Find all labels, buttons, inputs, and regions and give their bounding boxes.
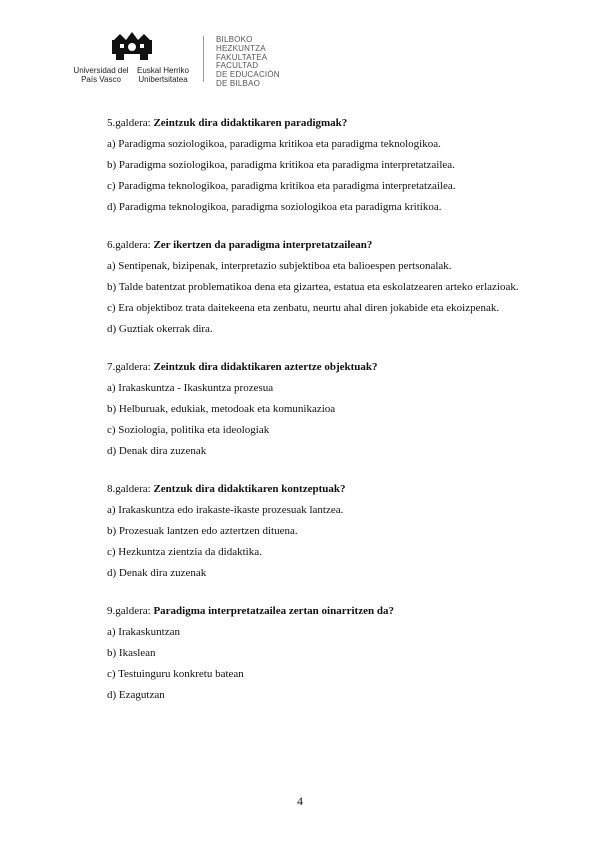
answer-option: d) Guztiak okerrak dira. [107,323,213,335]
question-9 [107,601,527,706]
faculty-line: HEZKUNTZA [216,43,266,53]
answer-option: a) Paradigma soziologikoa, paradigma kritikoa eta paradigma teknologikoa. [107,138,441,150]
faculty-line: DE BILBAO [216,78,261,88]
answer-option: a) Sentipenak, bizipenak, interpretazio subjektiboa eta balioespen pertsonalak. [107,260,452,272]
question-5 [107,113,527,218]
question-number: 8.galdera: [107,483,151,495]
faculty-name [216,36,280,89]
answer-option: b) Ikaslean [107,647,156,659]
question-title [107,479,527,500]
answer-option: c) Hezkuntza zientzia da didaktika. [107,546,262,558]
question-number: 9.galdera: [107,605,151,617]
question-title [107,357,527,378]
answer-option: a) Irakaskuntza - Ikaskuntza prozesua [107,382,274,394]
question-text: Zeintzuk dira didaktikaren aztertze objektuak? [153,361,378,373]
answer-option: c) Era objektiboz trata daitekeena eta zenbatu, neurtu ahal diren jokabide eta ekoizpenak. [107,302,500,314]
answer-option: d) Ezagutzan [107,689,165,701]
answer-option: a) Irakaskuntza edo irakaste-ikaste prozesuak lantzea. [107,504,344,516]
question-number: 5.galdera: [107,117,151,129]
question-number: 6.galdera: [107,239,151,251]
question-title [107,601,527,622]
question-title [107,113,527,134]
question-text: Zentzuk dira didaktikaren kontzeptuak? [153,483,346,495]
question-6 [107,235,527,340]
answer-option: b) Helburuak, edukiak, metodoak eta komunikazioa [107,403,336,415]
question-7 [107,357,527,462]
question-text: Zer ikertzen da paradigma interpretatzailean? [153,239,373,251]
faculty-line: FACULTAD [216,61,259,71]
answer-option: a) Irakaskuntzan [107,626,180,638]
answer-option: b) Talde batentzat problematikoa dena eta gizartea, estatua eta eskolatzearen arteko erlazioak. [107,281,519,293]
university-emblem-icon [110,32,154,62]
question-title [107,235,527,256]
answer-option: c) Paradigma teknologikoa, paradigma kritikoa eta paradigma interpretatzailea. [107,180,456,192]
faculty-line: BILBOKO [216,35,253,44]
answer-option: b) Prozesuak lantzen edo aztertzen dituena. [107,525,298,537]
university-name-es: Universidad del País Vasco [73,66,129,84]
answer-option: c) Testuinguru konkretu batean [107,668,244,680]
answer-option: d) Denak dira zuzenak [107,445,207,457]
page-number: 4 [297,794,303,808]
header-divider [203,36,204,82]
answer-option: b) Paradigma soziologikoa, paradigma kritikoa eta paradigma interpretatzailea. [107,159,455,171]
university-logo [70,30,195,86]
question-text: Zeintzuk dira didaktikaren paradigmak? [153,117,348,129]
question-number: 7.galdera: [107,361,151,373]
document-header [70,30,300,86]
answer-option: d) Paradigma teknologikoa, paradigma soziologikoa eta paradigma kritikoa. [107,201,442,213]
university-name-eu: Euskal Herriko Unibertsitatea [136,66,189,84]
document-body [107,113,527,723]
answer-option: d) Denak dira zuzenak [107,567,207,579]
question-text: Paradigma interpretatzailea zertan oinarritzen da? [153,605,394,617]
faculty-line: FAKULTATEA [216,52,268,62]
faculty-line: DE EDUCACIÓN [216,70,280,80]
question-8 [107,479,527,584]
answer-option: c) Soziologia, politika eta ideologiak [107,424,270,436]
